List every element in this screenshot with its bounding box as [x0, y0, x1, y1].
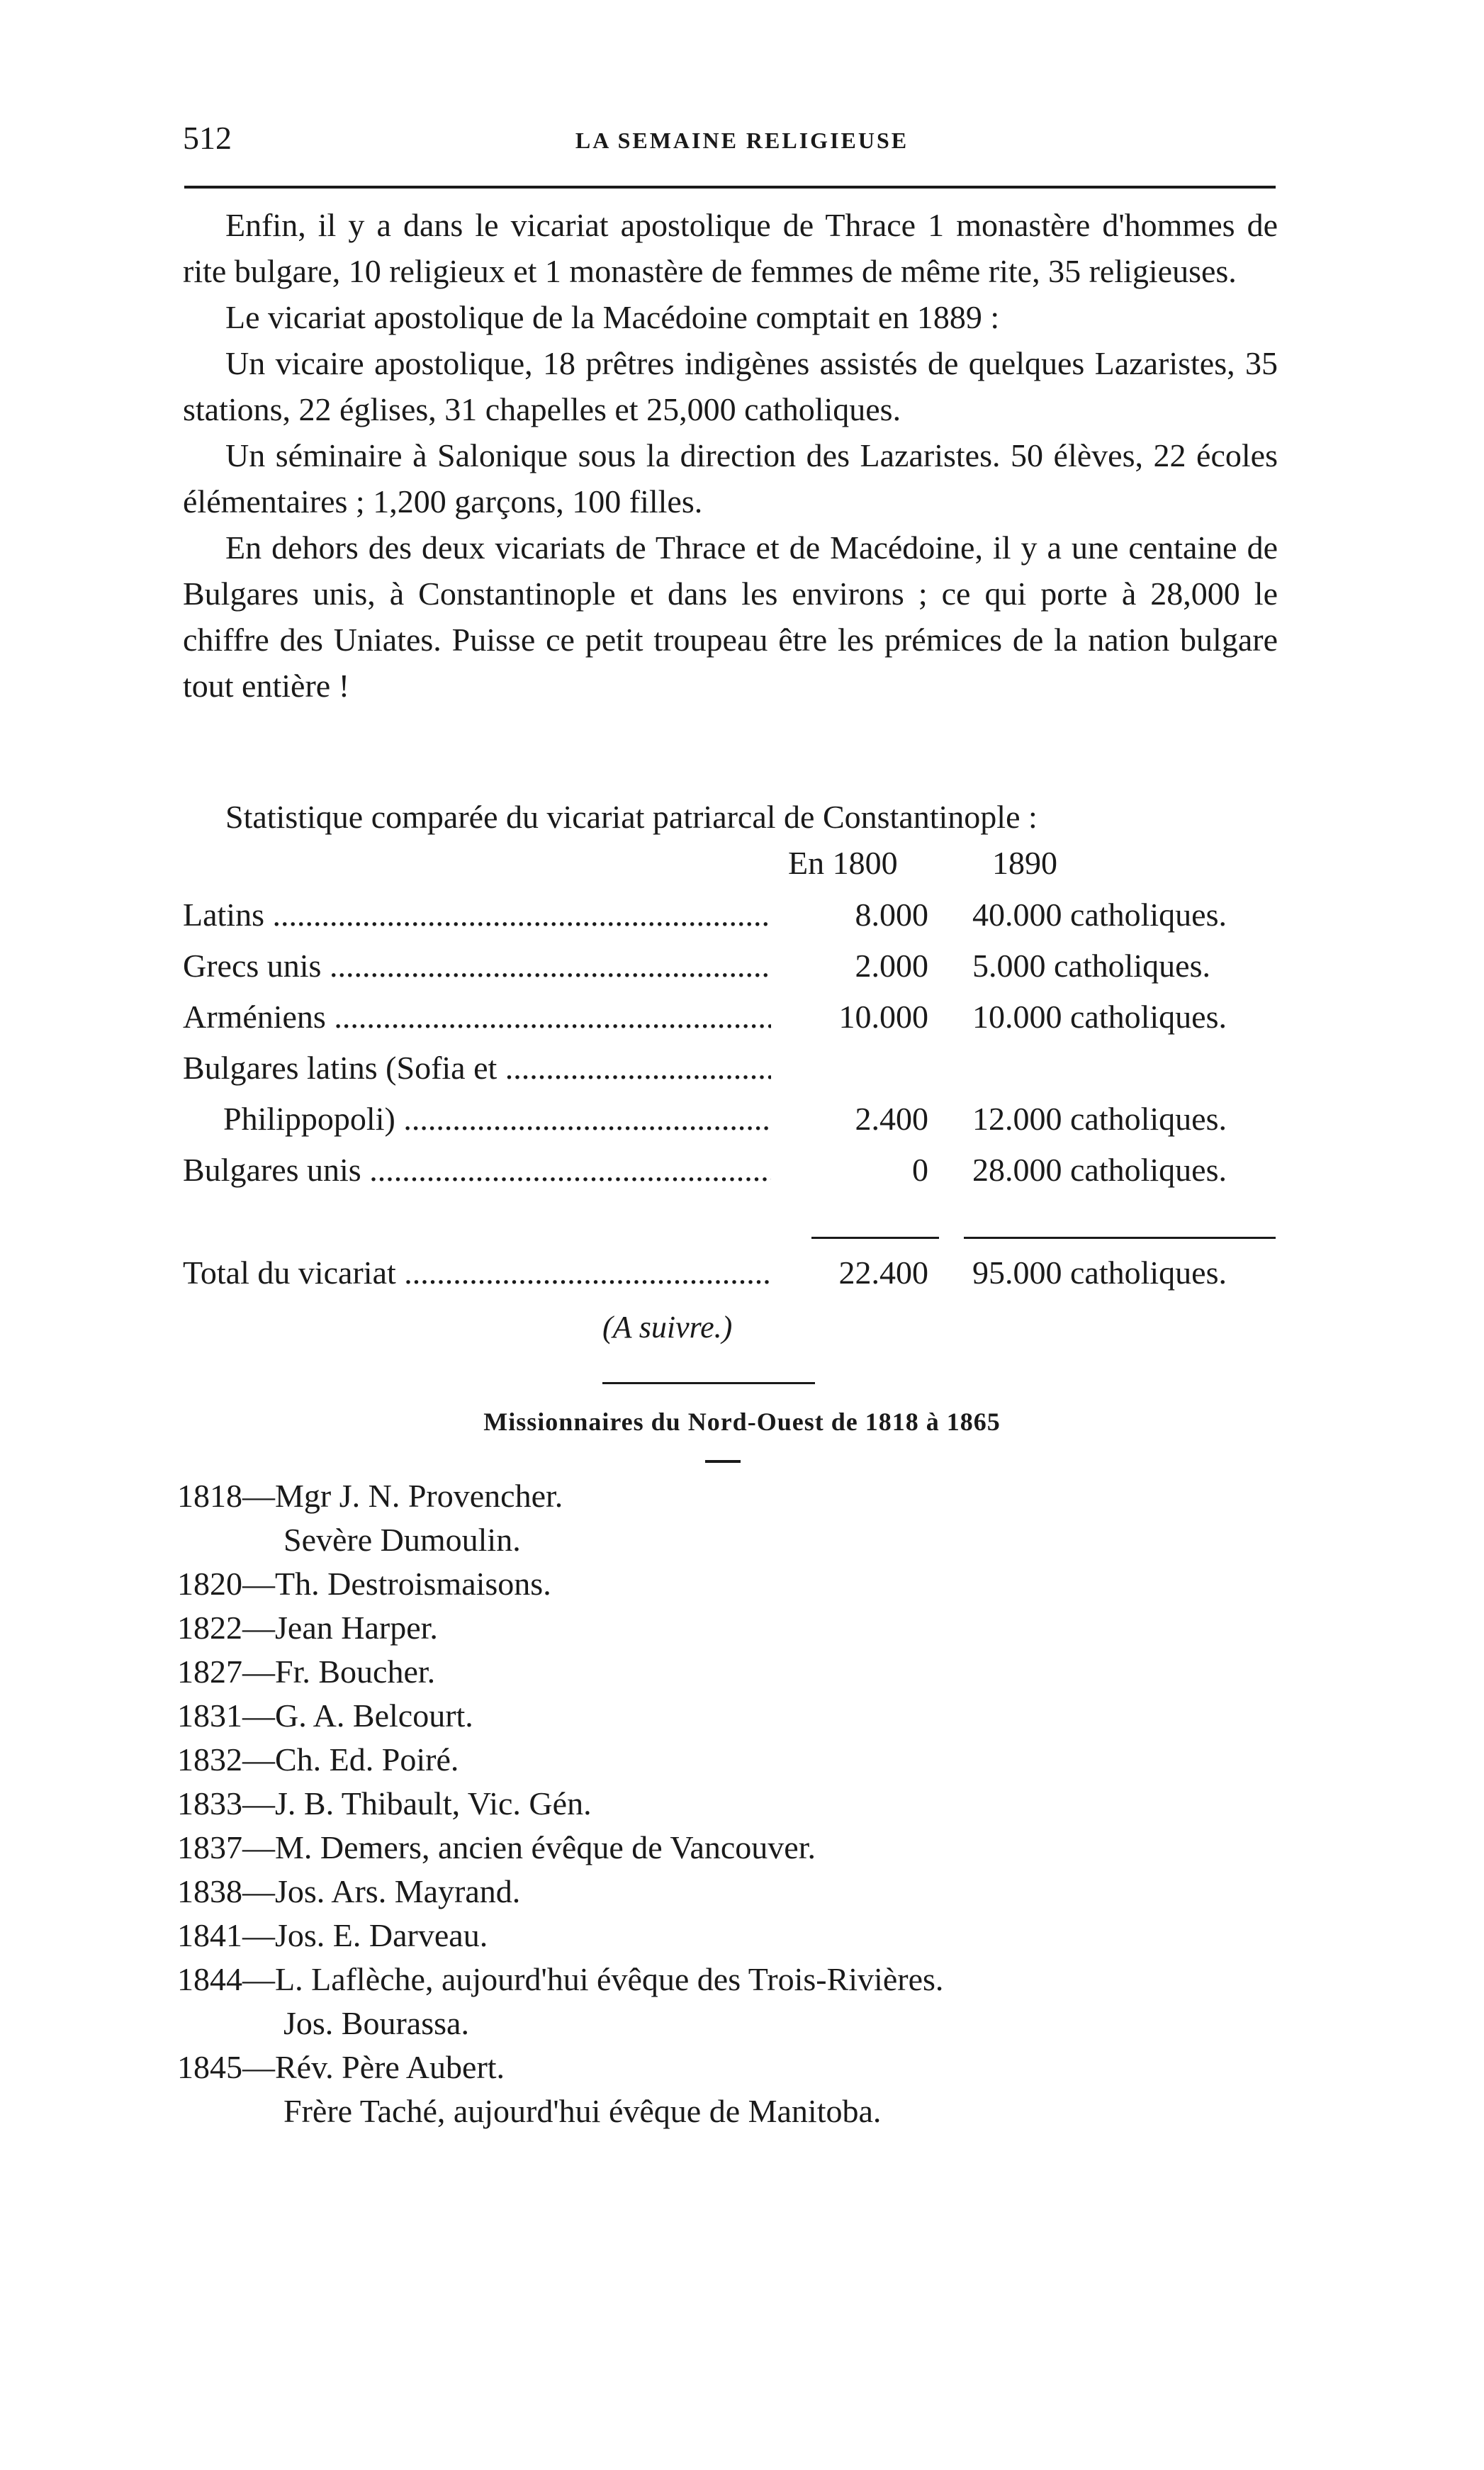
row-label: Bulgares latins (Sofia et ..... [183, 1043, 771, 1094]
value-1890: 12.000 catholiques. [972, 1101, 1227, 1137]
list-item [0, 1650, 1484, 1694]
table-row [0, 889, 1484, 941]
totals-rules [0, 1237, 1484, 1245]
list-item [0, 2045, 1484, 2089]
list-item [0, 1562, 1484, 1606]
list-item-text: 1827—Fr. Boucher. [177, 1654, 436, 1690]
column-header-1800: En 1800 [788, 845, 898, 881]
list-item [0, 1958, 1484, 2002]
paragraph: Un vicaire apostolique, 18 prêtres indigènes assistés de quelques Lazaristes, 35 stations, 22 églises, 31 chapelles et 25,000 catholiques. [183, 345, 1278, 427]
table-row [0, 1145, 1484, 1196]
total-label: Total du vicariat ..... [183, 1247, 771, 1298]
value-1800: 2.000 [855, 948, 928, 984]
list-item-text: 1831—G. A. Belcourt. [177, 1697, 473, 1734]
list-item-text: Frère Taché, aujourd'hui évêque de Manitoba. [283, 2093, 882, 2129]
body-text [183, 202, 1278, 709]
list-item-text: 1822—Jean Harper. [177, 1610, 438, 1646]
statistics-column-headers [0, 840, 1484, 886]
list-item [0, 1518, 1484, 1562]
list-item [0, 1914, 1484, 1958]
paragraph: Un séminaire à Salonique sous la direction des Lazaristes. 50 élèves, 22 écoles élémentaires ; 1,200 garçons, 100 filles. [183, 437, 1278, 520]
list-item [0, 1474, 1484, 1518]
value-1890: 5.000 catholiques. [972, 948, 1210, 984]
row-label: Arméniens ..... [183, 992, 771, 1043]
row-label: Grecs unis ..... [183, 941, 771, 992]
list-item-text: 1818—Mgr J. N. Provencher. [177, 1478, 563, 1514]
list-item-text: 1820—Th. Destroismaisons. [177, 1566, 551, 1602]
list-item-text: 1841—Jos. E. Darveau. [177, 1917, 488, 1953]
paragraph: Enfin, il y a dans le vicariat apostolique de Thrace 1 monastère d'hommes de rite bulgare, 10 religieux et 1 monastère de femmes de même rite, 35 religieuses. [183, 207, 1278, 289]
paragraph: En dehors des deux vicariats de Thrace et de Macédoine, il y a une centaine de Bulgares unis, à Constantinople et dans les environs ; ce qui porte à 28,000 le chiffre des Uniates. Puisse ce petit troupeau être les prémices de la nation bulgare tout entière ! [183, 529, 1278, 704]
missionaries-list [0, 1474, 1484, 2133]
list-item-text: Sevère Dumoulin. [283, 1522, 521, 1558]
statistics-table [0, 889, 1484, 1196]
value-1800: 0 [912, 1152, 928, 1188]
row-label: Latins ..... [183, 889, 771, 941]
section-divider [602, 1382, 815, 1384]
list-item-text: 1837—M. Demers, ancien évêque de Vancouver. [177, 1829, 816, 1865]
table-row [0, 992, 1484, 1043]
total-row [0, 1247, 1484, 1298]
list-item [0, 1870, 1484, 1914]
total-value-1800: 22.400 [838, 1254, 928, 1291]
list-item-text: Jos. Bourassa. [283, 2005, 469, 2041]
list-item-text: 1844—L. Laflèche, aujourd'hui évêque des Trois-Rivières. [177, 1961, 944, 1997]
page-number: 512 [183, 120, 232, 156]
header-rule [184, 186, 1276, 189]
list-item [0, 1782, 1484, 1826]
to-be-continued: (A suivre.) [602, 1310, 733, 1345]
table-row [0, 1043, 1484, 1094]
list-item-text: 1845—Rév. Père Aubert. [177, 2049, 505, 2085]
value-1800: 2.400 [855, 1101, 928, 1137]
title-rule [705, 1460, 741, 1463]
paragraph: Le vicariat apostolique de la Macédoine comptait en 1889 : [225, 299, 1000, 335]
table-row [0, 1094, 1484, 1145]
table-row [0, 941, 1484, 992]
statistics-heading: Statistique comparée du vicariat patriarcal de Constantinople : [225, 799, 1038, 835]
page-header [183, 119, 1301, 169]
row-label: Bulgares unis ..... [183, 1145, 771, 1196]
list-item [0, 1826, 1484, 1870]
list-item-text: 1838—Jos. Ars. Mayrand. [177, 1873, 521, 1909]
total-value-1890: 95.000 catholiques. [972, 1254, 1227, 1291]
total-rule-1800 [811, 1237, 939, 1239]
list-item [0, 1606, 1484, 1650]
list-item-text: 1833—J. B. Thibault, Vic. Gén. [177, 1785, 592, 1821]
list-item [0, 1738, 1484, 1782]
value-1890: 28.000 catholiques. [972, 1152, 1227, 1188]
value-1800: 8.000 [855, 897, 928, 933]
list-item [0, 1694, 1484, 1738]
running-head: LA SEMAINE RELIGIEUSE [575, 128, 909, 153]
table-row-total [0, 1247, 1484, 1298]
value-1890: 40.000 catholiques. [972, 897, 1227, 933]
row-label: Philippopoli) ..... [223, 1094, 771, 1145]
list-item-text: 1832—Ch. Ed. Poiré. [177, 1741, 459, 1778]
value-1890: 10.000 catholiques. [972, 999, 1227, 1035]
section-title: Missionnaires du Nord-Ouest de 1818 à 1865 [483, 1408, 1001, 1436]
column-header-1890: 1890 [992, 845, 1057, 881]
total-rule-1890 [964, 1237, 1276, 1239]
list-item [0, 2089, 1484, 2133]
value-1800: 10.000 [838, 999, 928, 1035]
list-item [0, 2002, 1484, 2045]
